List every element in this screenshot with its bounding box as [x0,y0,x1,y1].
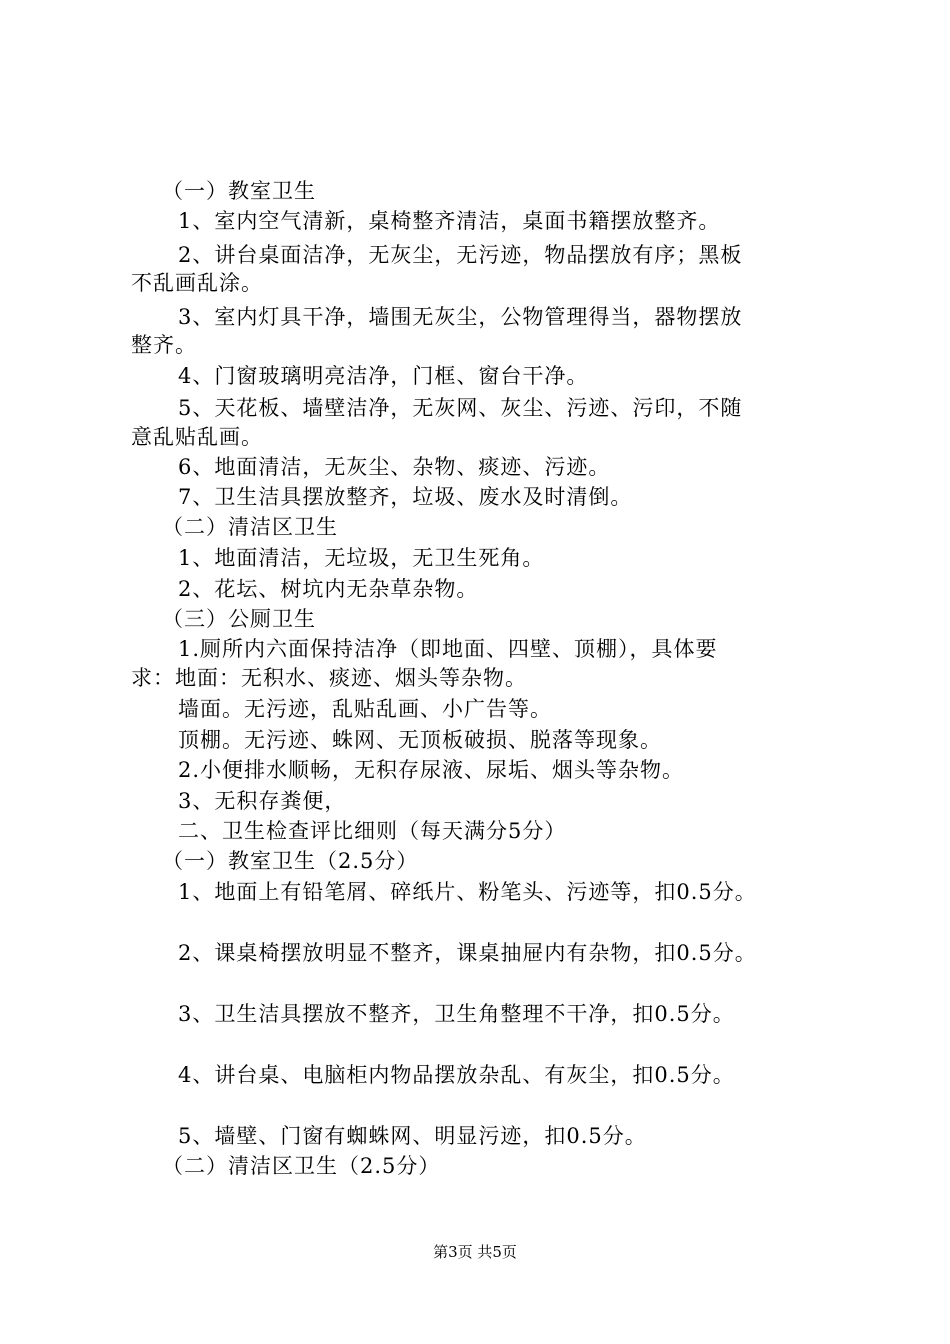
paragraph-line: 4、门窗玻璃明亮洁净，门框、窗台干净。 [178,364,589,388]
section-heading-rules: 二、卫生检查评比细则（每天满分5分） [178,819,567,843]
paragraph-line: 1、地面清洁，无垃圾，无卫生死角。 [178,546,545,570]
paragraph-line: 1.厕所内六面保持洁净（即地面、四壁、顶棚），具体要 [178,637,718,661]
paragraph-line: 7、卫生洁具摆放整齐，垃圾、废水及时清倒。 [178,485,633,509]
paragraph-line: 6、地面清洁，无灰尘、杂物、痰迹、污迹。 [178,455,611,479]
page-footer: 第3页 共5页 [433,1243,517,1261]
paragraph-line: 4、讲台桌、电脑柜内物品摆放杂乱、有灰尘，扣0.5分。 [178,1063,735,1087]
paragraph-line: 3、室内灯具干净，墙围无灰尘，公物管理得当，器物摆放 [178,305,743,329]
paragraph-line: 2、课桌椅摆放明显不整齐，课桌抽屉内有杂物，扣0.5分。 [178,941,757,965]
section-heading-toilet: （三）公厕卫生 [162,607,316,631]
paragraph-line: 2、花坛、树坑内无杂草杂物。 [178,577,479,601]
paragraph-line: 1、室内空气清新，桌椅整齐清洁，桌面书籍摆放整齐。 [178,209,721,233]
paragraph-line: 墙面。无污迹，乱贴乱画、小广告等。 [178,697,552,721]
paragraph-line: 顶棚。无污迹、蛛网、无顶板破损、脱落等现象。 [178,728,662,752]
section-heading-classroom: （一）教室卫生 [162,179,316,203]
paragraph-line: 整齐。 [131,333,197,357]
paragraph-line: 1、地面上有铅笔屑、碎纸片、粉笔头、污迹等，扣0.5分。 [178,880,757,904]
paragraph-line: 求：地面：无积水、痰迹、烟头等杂物。 [131,666,527,690]
paragraph-line: 2、讲台桌面洁净，无灰尘，无污迹，物品摆放有序；黑板 [178,243,743,267]
paragraph-line: 5、墙壁、门窗有蜘蛛网、明显污迹，扣0.5分。 [178,1124,647,1148]
paragraph-line: 不乱画乱涂。 [131,271,263,295]
section-heading-classroom-score: （一）教室卫生（2.5分） [162,849,419,873]
paragraph-line: 2.小便排水顺畅，无积存尿液、尿垢、烟头等杂物。 [178,758,685,782]
section-heading-clean-area-score: （二）清洁区卫生（2.5分） [162,1154,441,1178]
section-heading-clean-area: （二）清洁区卫生 [162,515,338,539]
paragraph-line: 意乱贴乱画。 [131,425,263,449]
paragraph-line: 5、天花板、墙壁洁净，无灰网、灰尘、污迹、污印，不随 [178,396,743,420]
paragraph-line: 3、无积存粪便， [178,789,347,813]
paragraph-line: 3、卫生洁具摆放不整齐，卫生角整理不干净，扣0.5分。 [178,1002,735,1026]
